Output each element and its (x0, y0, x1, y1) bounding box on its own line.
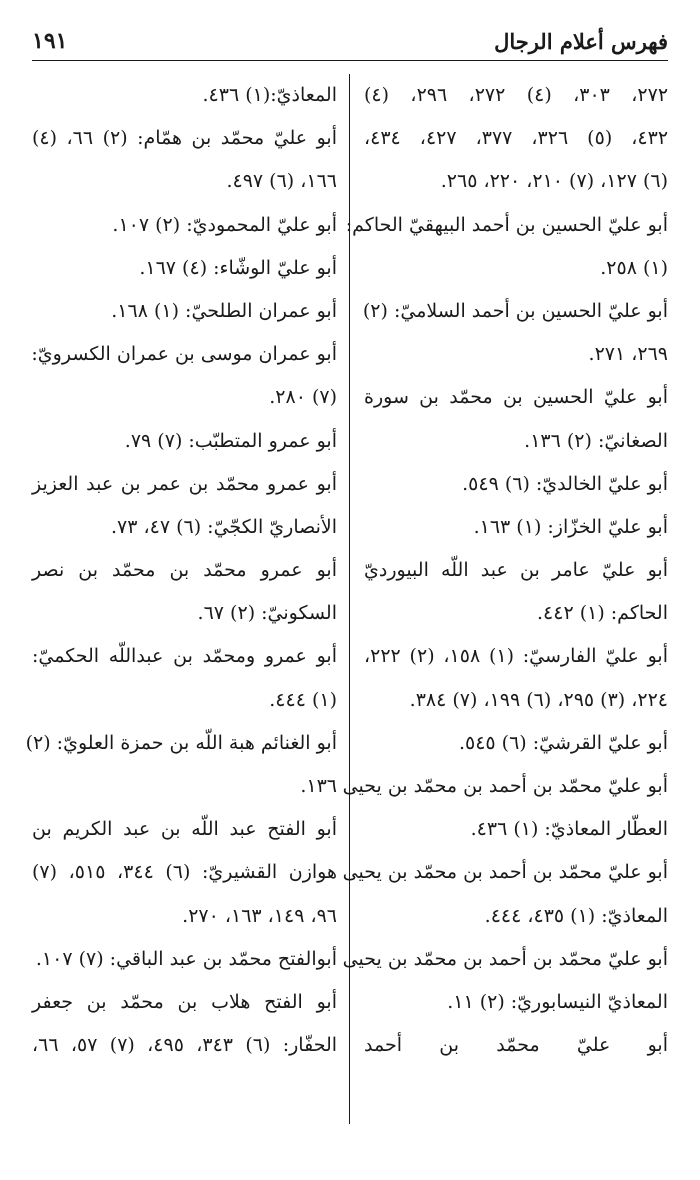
index-line: أبو عمرو ومحمّد بن عبداللّه الحكميّ: (32, 645, 337, 668)
index-line: أبو عليّ محمّد بن أحمد بن محمّد بن يحيى (342, 775, 668, 797)
index-line: الصغانيّ: (٢) ١٣٦. (524, 429, 668, 452)
index-line: الأنصاريّ الكجّيّ: (٦) ٤٧، ٧٣. (110, 515, 337, 538)
index-line: أبو عليّ محمّد بن همّام: (٢) ٦٦، (٤) (32, 127, 337, 150)
index-line: المعاذيّ:(١) ٤٣٦. (202, 84, 337, 106)
index-line: أبو عليّ الوشّاء: (٤) ١٦٧. (139, 256, 337, 279)
index-line: أبو عليّ الخالديّ: (٦) ٥٤٩. (462, 472, 668, 495)
index-line: الحاكم: (١) ٤٤٢. (536, 602, 668, 625)
index-line: أبو عمران الطلحيّ: (١) ١٦٨. (111, 299, 337, 322)
index-line: أبو عليّ محمّد بن أحمد بن محمّد بن يحيى (342, 861, 668, 884)
index-line: (٧) ٢٨٠. (269, 386, 337, 409)
index-line: أبو عمران موسى بن عمران الكسرويّ: (31, 343, 337, 366)
index-line: ٢٢٤، (٣) ٢٩٥، (٦) ١٩٩، (٧) ٣٨٤. (409, 688, 668, 711)
index-line: ٤٣٢، (٥) ٣٢٦، ٣٧٧، ٤٢٧، ٤٣٤، (364, 127, 669, 150)
index-line: أبو عليّ الحسين بن محمّد بن سورة (364, 386, 668, 409)
running-title: فهرس أعلام الرجال (494, 28, 668, 54)
index-line: أبو عليّ الحسين بن أحمد البيهقيّ الحاكم: (345, 213, 668, 236)
index-line: السكونيّ: (٢) ٦٧. (197, 602, 337, 625)
index-columns (25, 74, 669, 1124)
index-line: العطّار المعاذيّ: (١) ٤٣٦. (470, 818, 668, 841)
index-line: الحفّار: (٦) ٣٤٣، ٤٩٥، (٧) ٥٧، ٦٦، (32, 1034, 338, 1057)
index-line: (٦) ١٢٧، (٧) ٢١٠، ٢٢٠، ٢٦٥. (440, 170, 668, 193)
index-line: ٩٦، ١٤٩، ١٦٣، ٢٧٠. (182, 904, 337, 927)
index-line: ٢٦٩، ٢٧١. (588, 343, 668, 366)
index-line: أبو عليّ عامر بن عبد اللّه البيورديّ (364, 559, 668, 582)
index-line: أبو عليّ الحسين بن أحمد السلاميّ: (٢) (362, 299, 668, 322)
index-line: هوازن القشيريّ: (٦) ٣٤٤، ٥١٥، (٧) (32, 861, 337, 884)
index-line: أبو عمرو المتطبّب: (٧) ٧٩. (124, 429, 337, 452)
index-line: (١) ٢٥٨. (600, 256, 668, 279)
index-line: ١٦٦، (٦) ٤٩٧. (226, 170, 337, 193)
index-line: أبو عليّ المحموديّ: (٢) ١٠٧. (112, 213, 337, 236)
page-header (32, 22, 668, 61)
index-line: أبو الفتح عبد اللّه بن عبد الكريم بن (32, 818, 337, 841)
index-line: المعاذيّ النيسابوريّ: (٢) ١١. (447, 990, 668, 1013)
index-line: أبو عليّ القرشيّ: (٦) ٥٤٥. (458, 731, 668, 754)
index-line: المعاذيّ: (١) ٤٣٥، ٤٤٤. (484, 904, 668, 927)
index-line: أبو الغنائم هبة اللّه بن حمزة العلويّ: (٢) (25, 731, 337, 754)
index-line: أبو عليّ الفارسيّ: (١) ١٥٨، (٢) ٢٢٢، (364, 645, 668, 668)
right-column (342, 74, 669, 1124)
index-line: أبو عليّ محمّد بن أحمد بن محمّد بن يحيى (342, 947, 668, 970)
index-line: (١) ٤٤٤. (269, 688, 337, 711)
index-line: أبوالفتح محمّد بن عبد الباقي: (٧) ١٠٧. (35, 947, 337, 970)
index-line: أبو عمرو محمّد بن عمر بن عبد العزيز (32, 472, 337, 495)
index-line: أبو عمرو محمّد بن محمّد بن نصر (32, 559, 337, 582)
page-number: ١٩١ (32, 28, 68, 54)
index-line: أبو عليّ الخزّاز: (١) ١٦٣. (473, 515, 668, 538)
left-column (25, 74, 350, 1124)
index-line: أبو الفتح هلاب بن محمّد بن جعفر (32, 990, 337, 1013)
index-line: ٢٧٢، ٣٠٣، (٤) ٢٧٢، ٢٩٦، (٤) (364, 84, 669, 106)
index-line: ١٣٦. (300, 775, 337, 797)
index-line: أبو عليّ محمّد بن أحمد (364, 1034, 668, 1057)
